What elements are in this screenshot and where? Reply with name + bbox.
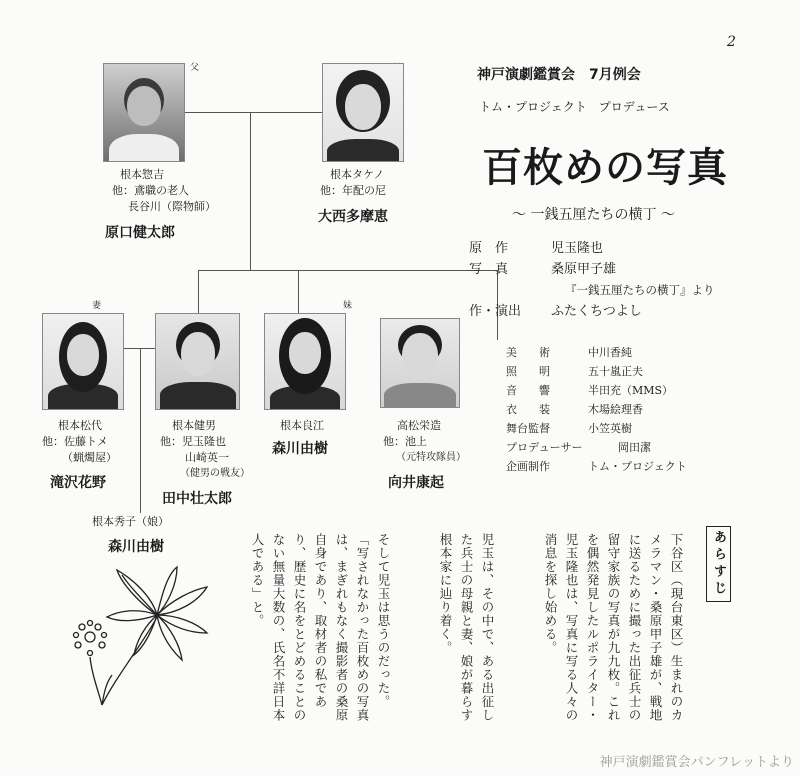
- play-title: 百枚めの写真: [482, 144, 728, 191]
- tree-line-son: [198, 270, 199, 315]
- credit-row: 写 真 桑原甲子雄: [469, 262, 617, 277]
- role-father: 根本惣吉: [120, 168, 164, 181]
- tree-line-down: [250, 112, 251, 270]
- other-son-2: 山崎英一: [185, 451, 229, 464]
- source-footer: 神戸演劇鑑賞会パンフレットより: [599, 755, 794, 770]
- other-son-3: （健男の戦友）: [180, 468, 250, 479]
- relation-sister: 妹: [343, 301, 353, 311]
- credit-row: 『一銭五厘たちの横丁』より: [565, 283, 715, 297]
- role-takamatsu: 高松栄造: [397, 419, 441, 432]
- other-father-2: 長谷川（際物師）: [128, 200, 216, 213]
- role-son: 根本健男: [172, 419, 216, 432]
- other-takamatsu-1: 他：池上: [383, 435, 427, 448]
- header-line2: トム・プロジェクト プロデュース: [479, 100, 670, 114]
- staff-row: プロデューサー 岡田潔: [506, 441, 651, 454]
- staff-row: 衣 装 木場絵理香: [506, 403, 643, 416]
- photo-son: [155, 313, 240, 410]
- other-takamatsu-2: （元特攻隊員）: [396, 452, 466, 463]
- tree-line-daughter: [140, 348, 141, 513]
- other-son-1: 他：児玉隆也: [160, 435, 226, 448]
- arasuji-paragraph-2: 児玉は、その中で、ある出征した兵士の母親と妻、娘が暮らす根本家に辿り着く。: [438, 533, 495, 722]
- role-mother: 根本タケノ: [330, 168, 385, 181]
- staff-row: 舞台監督 小笠英樹: [506, 422, 632, 435]
- staff-list: [506, 343, 766, 476]
- other-wife-2: （蝋燭屋）: [62, 451, 117, 464]
- tree-line-parents: [185, 112, 343, 113]
- relation-wife: 妻: [92, 301, 102, 311]
- actor-son: 田中壮太郎: [162, 491, 232, 507]
- actor-wife: 滝沢花野: [50, 475, 106, 491]
- tree-line-sister: [298, 270, 299, 315]
- role-sister: 根本良江: [280, 419, 324, 432]
- tree-line-marriage: [120, 348, 155, 349]
- credits-block: [469, 238, 769, 322]
- arasuji-paragraph-3: そして児玉は思うのだった。「写されなかった百枚めの写真は、まぎれもなく撮影者の桑原自身であり、取材者の私であり、歴史に名をとどめることのない無量大数の、氏名不詳日本人である」と。: [250, 533, 391, 722]
- arasuji-paragraph-1: 下谷区（現台東区）生まれのカメラマン・桑原甲子雄が、戦地に送るために撮った出征兵士の留守家族の写真が九九枚。これを偶然発見したルポライター・児玉隆也は、写真に写る人々の消息を探し始める。: [543, 533, 684, 722]
- other-father-1: 他：鳶職の老人: [112, 184, 189, 197]
- photo-wife: [42, 313, 124, 410]
- photo-sister: [264, 313, 346, 410]
- role-daughter: 根本秀子（娘）: [92, 515, 169, 528]
- other-mother-1: 他：年配の尼: [320, 184, 386, 197]
- page-number: 2: [727, 34, 736, 50]
- tree-line-children: [198, 270, 498, 271]
- actor-daughter: 森川由樹: [108, 539, 164, 555]
- arasuji-label: あらすじ: [706, 526, 731, 602]
- photo-takamatsu: [380, 318, 460, 408]
- flower-illustration: [62, 565, 212, 715]
- role-wife: 根本松代: [58, 419, 102, 432]
- staff-row: 企画制作 トム・プロジェクト: [506, 460, 687, 473]
- photo-father: [103, 63, 185, 162]
- staff-row: 音 響 半田充（MMS）: [506, 384, 674, 397]
- photo-mother: [322, 63, 404, 162]
- staff-row: 照 明 五十嵐正夫: [506, 365, 643, 378]
- staff-row: 美 術 中川香純: [506, 346, 632, 359]
- relation-father: 父: [190, 63, 200, 73]
- credit-row: 原 作 児玉隆也: [469, 241, 604, 256]
- actor-sister: 森川由樹: [272, 441, 328, 457]
- credit-row: 作・演出 ふたくちつよし: [469, 304, 642, 319]
- other-wife-1: 他：佐藤トメ: [42, 435, 108, 448]
- actor-takamatsu: 向井康起: [388, 475, 444, 491]
- play-subtitle: 〜 一銭五厘たちの横丁 〜: [512, 207, 675, 223]
- header-line1: 神戸演劇鑑賞会 7月例会: [477, 67, 641, 83]
- actor-father: 原口健太郎: [105, 225, 175, 241]
- actor-mother: 大西多摩恵: [318, 209, 388, 225]
